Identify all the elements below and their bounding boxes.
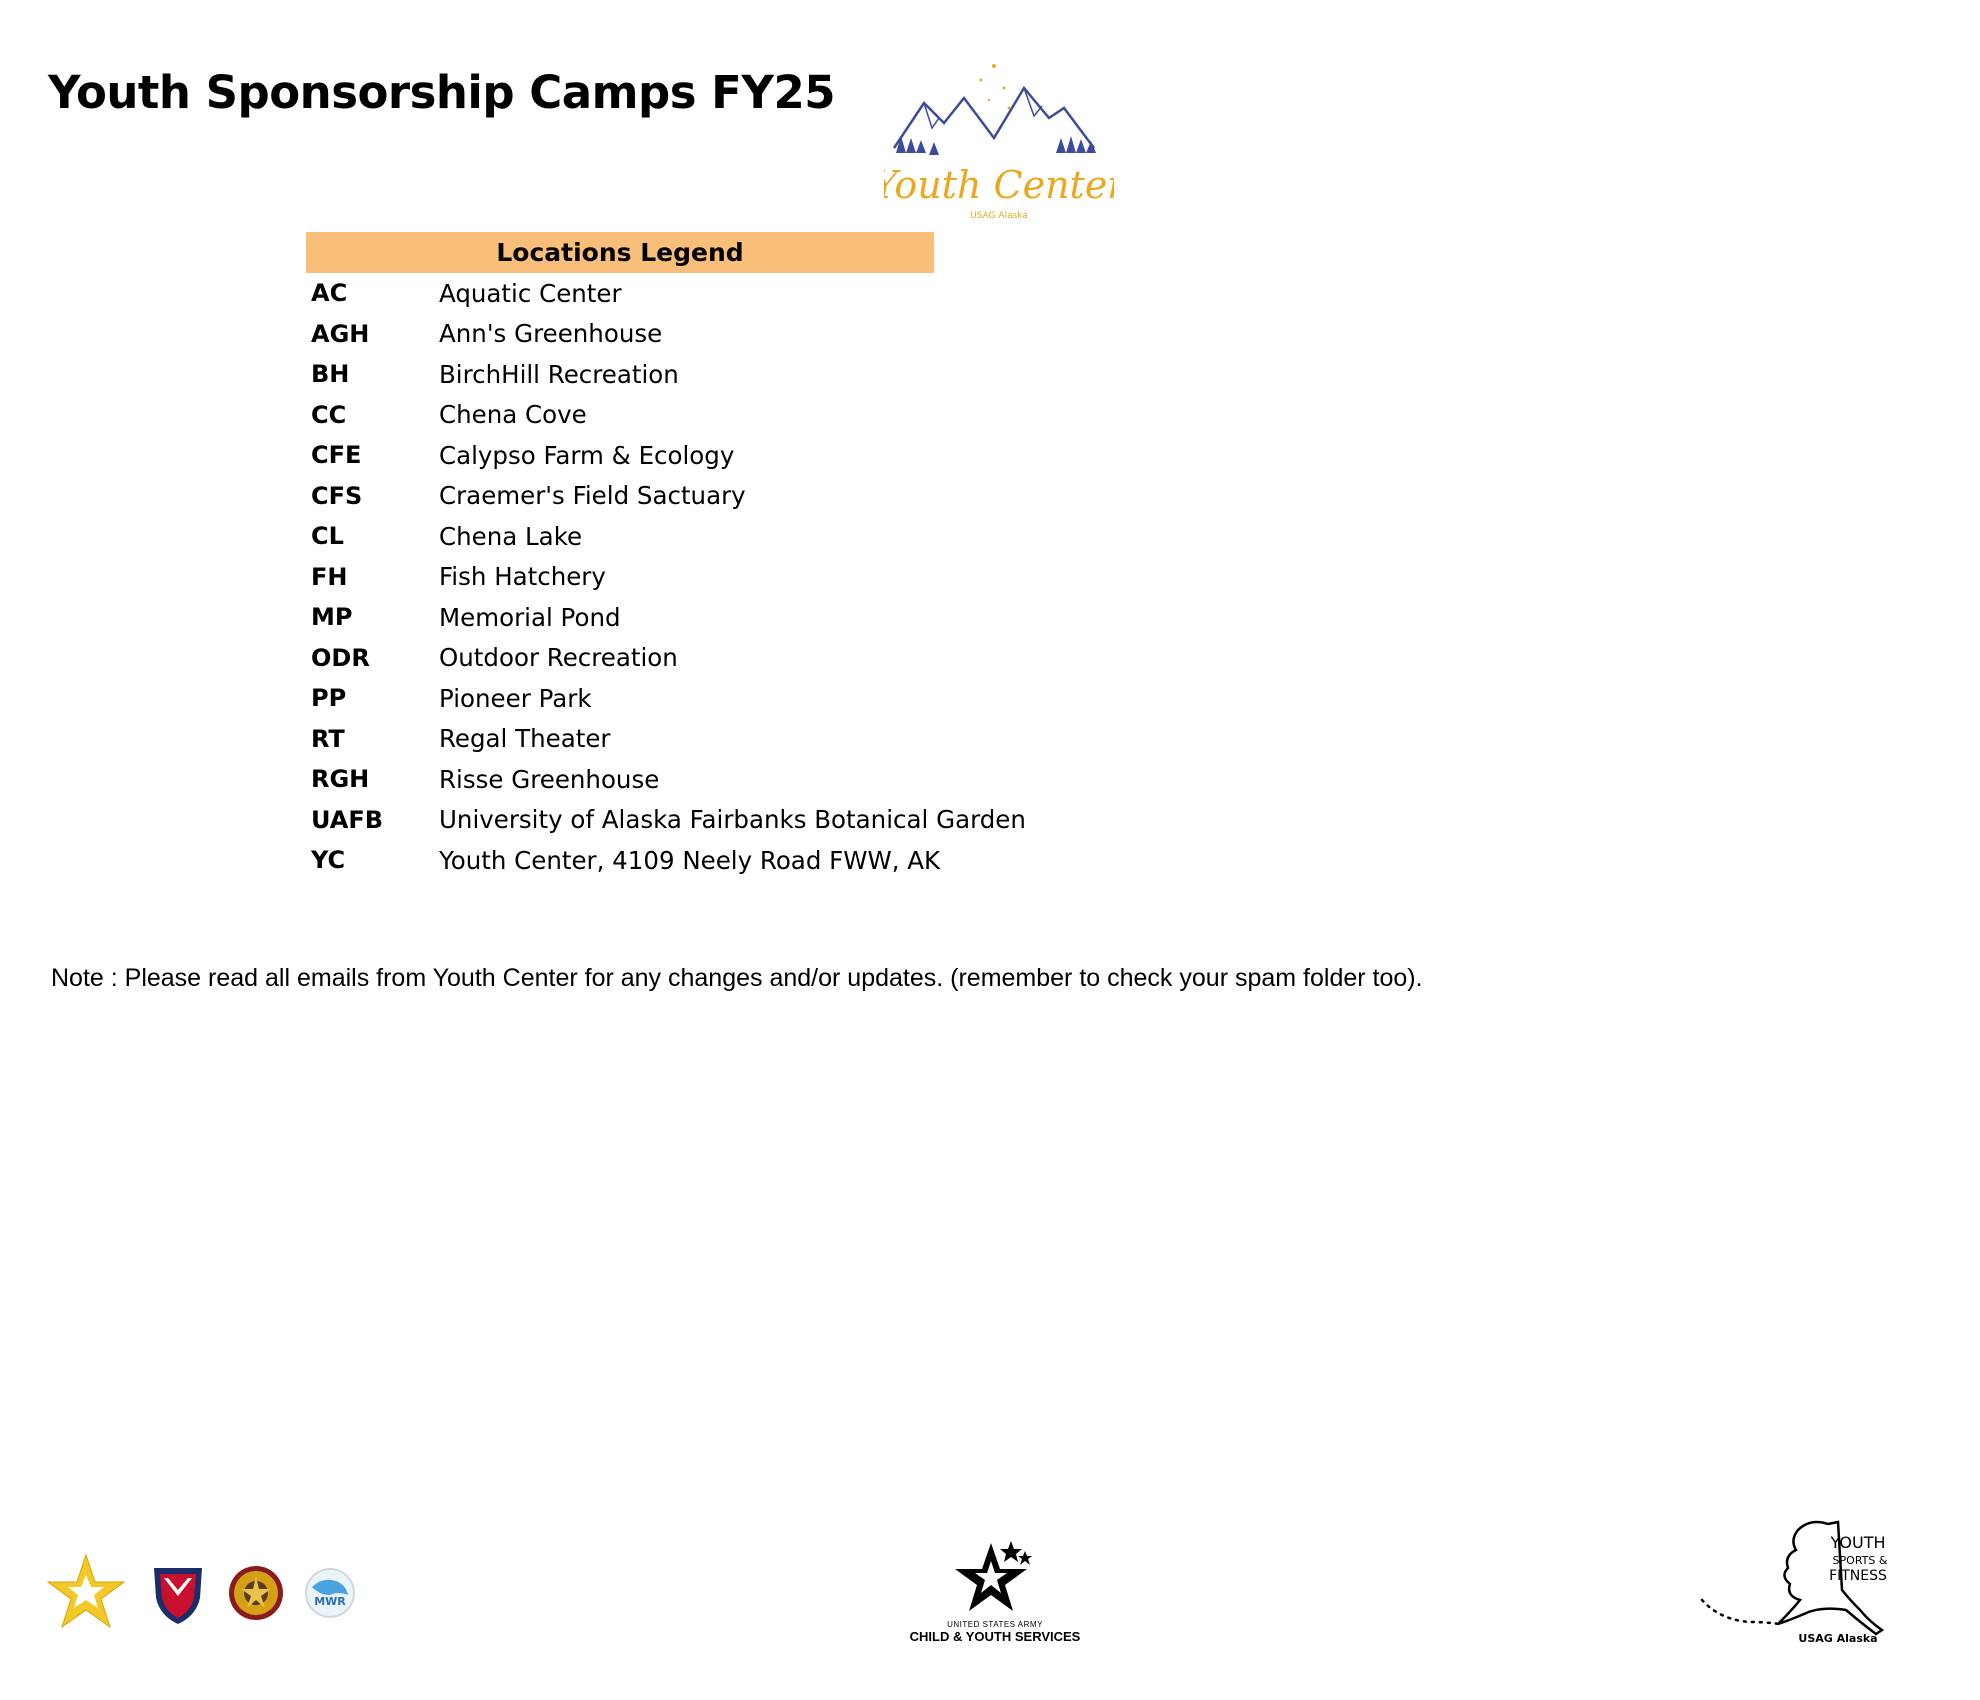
legend-code: PP [311, 684, 347, 713]
legend-row [306, 597, 1026, 638]
legend-location-name: Pioneer Park [439, 683, 592, 713]
child-youth-services-logo [905, 1535, 1085, 1645]
cys-big-text: CHILD & YOUTH SERVICES [909, 1629, 1081, 1644]
note-text: Note : Please read all emails from Youth Center for any changes and/or updates. (remember to check your spam folder too). [51, 964, 1423, 992]
legend-code: RGH [311, 765, 370, 794]
legend-code: MP [311, 603, 353, 632]
legend-location-name: Calypso Farm & Ecology [439, 440, 735, 470]
legend-row [306, 354, 1026, 395]
legend-location-name: Regal Theater [439, 724, 611, 754]
legend-row [306, 759, 1026, 800]
youth-center-logo [884, 58, 1114, 223]
legend-location-name: Fish Hatchery [439, 562, 606, 592]
legend-code: AGH [311, 319, 370, 348]
legend-location-name: Risse Greenhouse [439, 764, 660, 794]
army-seal-icon [226, 1563, 286, 1628]
legend-location-name: Ann's Greenhouse [439, 319, 663, 349]
ysf-line4: USAG Alaska [1798, 1632, 1878, 1645]
youth-center-logo-text: Youth Center [884, 163, 1114, 207]
legend-row [306, 314, 1026, 355]
mwr-label: MWR [314, 1595, 346, 1608]
legend-location-name: Youth Center, 4109 Neely Road FWW, AK [439, 845, 941, 875]
legend-code: UAFB [311, 805, 384, 834]
ysf-line3: FITNESS [1829, 1568, 1887, 1584]
legend-list [306, 273, 1026, 881]
legend-header: Locations Legend [306, 232, 934, 273]
legend-row [306, 638, 1026, 679]
legend-row [306, 840, 1026, 881]
cys-small-text: UNITED STATES ARMY [947, 1620, 1043, 1629]
mountain-icon [884, 58, 1114, 223]
locations-legend [306, 232, 1026, 881]
gold-star-icon [46, 1553, 126, 1636]
youth-sports-fitness-logo [1700, 1510, 1910, 1645]
legend-location-name: University of Alaska Fairbanks Botanical Garden [439, 805, 1026, 835]
legend-code: ODR [311, 643, 370, 672]
page-title: Youth Sponsorship Camps FY25 [48, 66, 836, 119]
legend-row [306, 516, 1026, 557]
alaska-outline-icon [1700, 1510, 1910, 1645]
legend-row [306, 719, 1026, 760]
legend-code: AC [311, 279, 348, 308]
legend-code: CFE [311, 441, 362, 470]
legend-code: CC [311, 400, 347, 429]
legend-location-name: Aquatic Center [439, 278, 622, 308]
youth-center-logo-subtext: USAG Alaska [970, 211, 1028, 221]
legend-location-name: Outdoor Recreation [439, 643, 678, 673]
legend-code: FH [311, 562, 348, 591]
legend-location-name: Chena Lake [439, 521, 583, 551]
legend-row [306, 800, 1026, 841]
legend-code: CFS [311, 481, 363, 510]
legend-code: CL [311, 522, 344, 551]
legend-row [306, 557, 1026, 598]
mwr-globe-icon [302, 1565, 358, 1626]
legend-row [306, 395, 1026, 436]
legend-row [306, 678, 1026, 719]
legend-row [306, 476, 1026, 517]
ysf-line2: SPORTS & [1832, 1554, 1888, 1567]
legend-location-name: Craemer's Field Sactuary [439, 481, 746, 511]
legend-code: YC [311, 846, 346, 875]
army-shield-icon [150, 1562, 206, 1631]
cys-star-icon [945, 1535, 1045, 1617]
legend-code: BH [311, 360, 350, 389]
legend-row [306, 435, 1026, 476]
ysf-line1: YOUTH [1830, 1533, 1886, 1552]
legend-row [306, 273, 1026, 314]
legend-location-name: Memorial Pond [439, 602, 621, 632]
legend-location-name: Chena Cove [439, 400, 587, 430]
legend-code: RT [311, 724, 345, 753]
legend-location-name: BirchHill Recreation [439, 359, 679, 389]
